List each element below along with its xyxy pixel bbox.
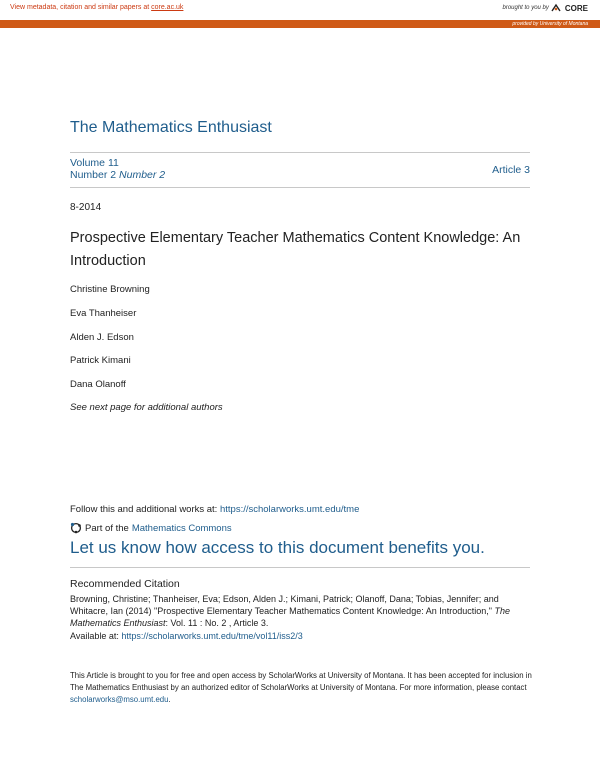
part-of-text: Part of the: [85, 522, 129, 534]
provided-by-bar: [0, 20, 600, 28]
core-logo-icon: [551, 3, 561, 13]
available-at: [70, 631, 303, 641]
mathematics-commons-link[interactable]: Mathematics Commons: [131, 522, 232, 534]
access-disclaimer: This Article is brought to you for free and open access by ScholarWorks at University of Montana. It has been accepted for inclusion in The Mathematics Enthusiast by an authorized editor of ScholarWorks at University of Montana. For more information, please contact scholarworks@mso.umt.edu.: [70, 671, 532, 704]
author-name: Christine Browning: [70, 284, 150, 295]
author-name: Dana Olanoff: [70, 379, 126, 390]
number-label: Number 2 Number 2: [70, 169, 166, 181]
citation-body: Browning, Christine; Thanheiser, Eva; Edson, Alden J.; Kimani, Patrick; Olanoff, Dana; Tobias, Jennifer; and Whitacre, Ian (2014) "Prospective Elementary Teacher Mathematics Content Knowledge: An Introduction,": [70, 594, 499, 616]
brought-by-core[interactable]: [503, 3, 589, 13]
network-icon: [70, 522, 82, 534]
follow-works: [70, 504, 359, 515]
citation-journal: The Mathematics Enthusiast: [70, 606, 510, 628]
metadata-notice: [10, 4, 183, 11]
author-name: Eva Thanheiser: [70, 308, 137, 319]
core-label: CORE: [564, 3, 588, 13]
volume-label: Volume 11: [70, 157, 119, 169]
feedback-link[interactable]: Let us know how access to this document benefits you.: [70, 538, 485, 557]
available-text: Available at:: [70, 631, 122, 641]
divider: [70, 567, 530, 568]
follow-link[interactable]: https://scholarworks.umt.edu/tme: [219, 504, 360, 515]
core-header-bar: [0, 0, 600, 20]
citation-heading: Recommended Citation: [70, 578, 180, 590]
citation-volume: : Vol. 11 : No. 2 , Article 3.: [165, 618, 269, 628]
metadata-text: View metadata, citation and similar papers at: [10, 4, 152, 11]
author-name: Patrick Kimani: [70, 355, 131, 366]
follow-text: Follow this and additional works at:: [70, 504, 220, 515]
core-link[interactable]: core.ac.uk: [151, 4, 184, 11]
publication-date: 8-2014: [70, 202, 102, 213]
journal-title[interactable]: The Mathematics Enthusiast: [70, 119, 272, 136]
contact-email-link[interactable]: scholarworks@mso.umt.edu: [70, 695, 169, 704]
volume-info[interactable]: [70, 157, 165, 181]
additional-authors-note: See next page for additional authors: [70, 402, 223, 413]
divider: [70, 187, 530, 188]
disclaimer-text: This Article is brought to you for free and open access by ScholarWorks at University of Montana. It has been accepted for inclusion in The Mathematics Enthusiast by an authorized editor of ScholarWorks at University of Montana. For more information, please contact: [70, 671, 532, 692]
provided-text: provided by University of Montana: [512, 21, 588, 27]
brought-text: brought to you by: [502, 5, 549, 11]
article-number[interactable]: Article 3: [492, 164, 530, 176]
part-of-commons: [70, 522, 232, 534]
paper-title: Prospective Elementary Teacher Mathematics Content Knowledge: An Introduction: [70, 230, 521, 269]
divider: [70, 152, 530, 153]
citation-text: [70, 593, 532, 629]
article-url-link[interactable]: https://scholarworks.umt.edu/tme/vol11/iss2/3: [121, 631, 303, 641]
author-name: Alden J. Edson: [70, 332, 134, 343]
